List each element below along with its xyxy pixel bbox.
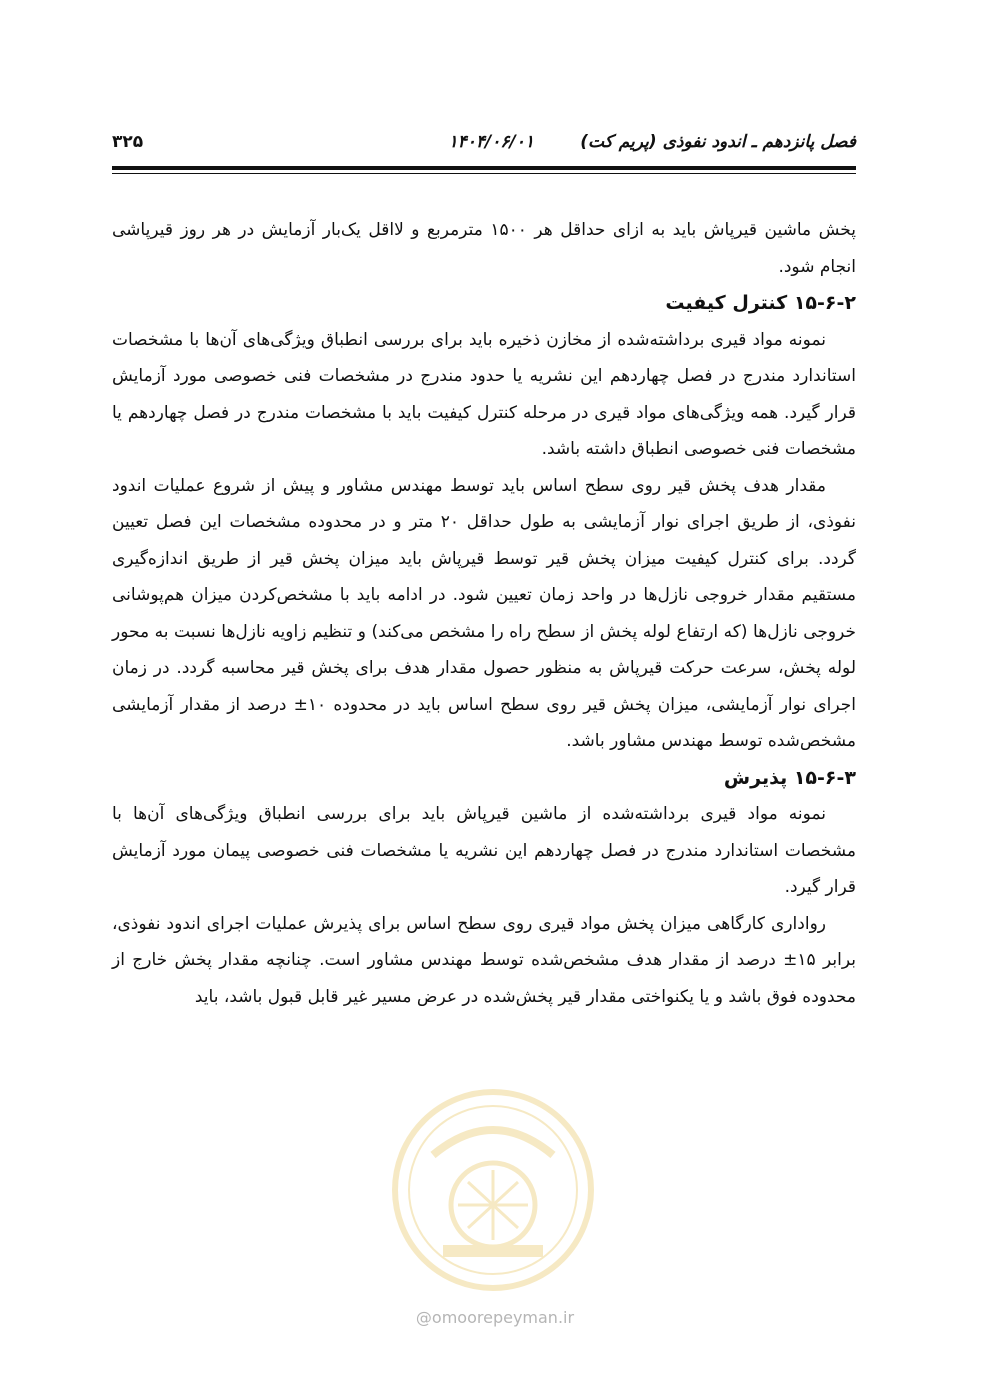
header-rule-thin (112, 173, 856, 174)
paragraph: نمونه مواد قیری برداشته‌شده از مخازن ذخیره باید برای بررسی انطباق ویژگی‌های آن‌ها با مشخصات استاندارد مندرج در فصل چهاردهم این نشریه یا حدود مندرج در مشخصات فنی خصوصی مورد آزمایش قرار گیرد. همه ویژگی‌های مواد قیری در مرحله کنترل کیفیت باید با مشخصات مندرج در فصل چهاردهم یا مشخصات فنی خصوصی انطباق داشته باشد. (112, 329, 856, 459)
header-rule-thick (112, 166, 856, 170)
revision-date: ۱۴۰۴/۰۶/۰۱ (448, 132, 534, 152)
paragraph: رواداری کارگاهی میزان پخش مواد قیری روی سطح اساس برای پذیرش عملیات اجرای اندود نفوذی، برابر ۱۵± درصد از مقدار هدف مشخص‌شده توسط مهندس مشاور است. چنانچه مقدار پخش خارج از محدوده فوق باشد و یا یکنواختی مقدار قیر پخش‌شده در عرض مسیر غیر قابل قبول باشد، باید (112, 913, 856, 1007)
section-heading-quality-control: ۱۵-۶-۲ کنترل کیفیت (665, 292, 856, 314)
paragraph: مقدار هدف پخش قیر روی سطح اساس باید توسط مهندس مشاور و پیش از شروع عملیات اندود نفوذی، از طریق اجرای نوار آزمایشی به طول حداقل ۲۰ متر و در محدوده مشخصات این فصل تعیین گردد. برای کنترل کیفیت میزان پخش قیر توسط قیرپاش باید میزان پخش قیر از طریق اندازه‌گیری مستقیم مقدار خروجی نازل‌ها در واحد زمان تعیین شود. در ادامه باید با مشخص‌کردن میزان هم‌پوشانی خروجی نازل‌ها (که ارتفاع لوله پخش از سطح راه را مشخص می‌کند) و تنظیم زاویه نازل‌ها نسبت به محور لوله پخش، سرعت حرکت قیرپاش به منظور حصول مقدار هدف برای پخش قیر محاسبه گردد. در زمان اجرای نوار آزمایشی، میزان پخش قیر روی سطح اساس باید در محدوده ۱۰± درصد از مقدار آزمایشی مشخص‌شده توسط مهندس مشاور باشد. (112, 475, 857, 751)
intro-paragraph: پخش ماشین قیرپاش باید به ازای حداقل هر ۱۵۰۰ مترمربع و لااقل یک‌بار آزمایش در هر روز قیرپاشی انجام شود. (112, 220, 856, 277)
chapter-title: فصل پانزدهم ـ اندود نفوذی (پریم کت) (580, 132, 856, 152)
watermark-logo-icon (388, 1085, 598, 1295)
paragraph: نمونه مواد قیری برداشته‌شده از ماشین قیرپاش باید برای بررسی انطباق ویژگی‌های آن‌ها با مشخصات استاندارد مندرج در فصل چهاردهم این نشریه یا مشخصات فنی خصوصی پیمان مورد آزمایش قرار گیرد. (112, 804, 856, 897)
running-header (112, 126, 856, 160)
watermark-text: @omoorepeyman.ir (415, 1308, 575, 1327)
section-heading-acceptance: ۱۵-۶-۳ پذیرش (723, 766, 856, 789)
page-body (112, 212, 856, 1015)
page-number: ۳۲۵ (112, 132, 144, 152)
